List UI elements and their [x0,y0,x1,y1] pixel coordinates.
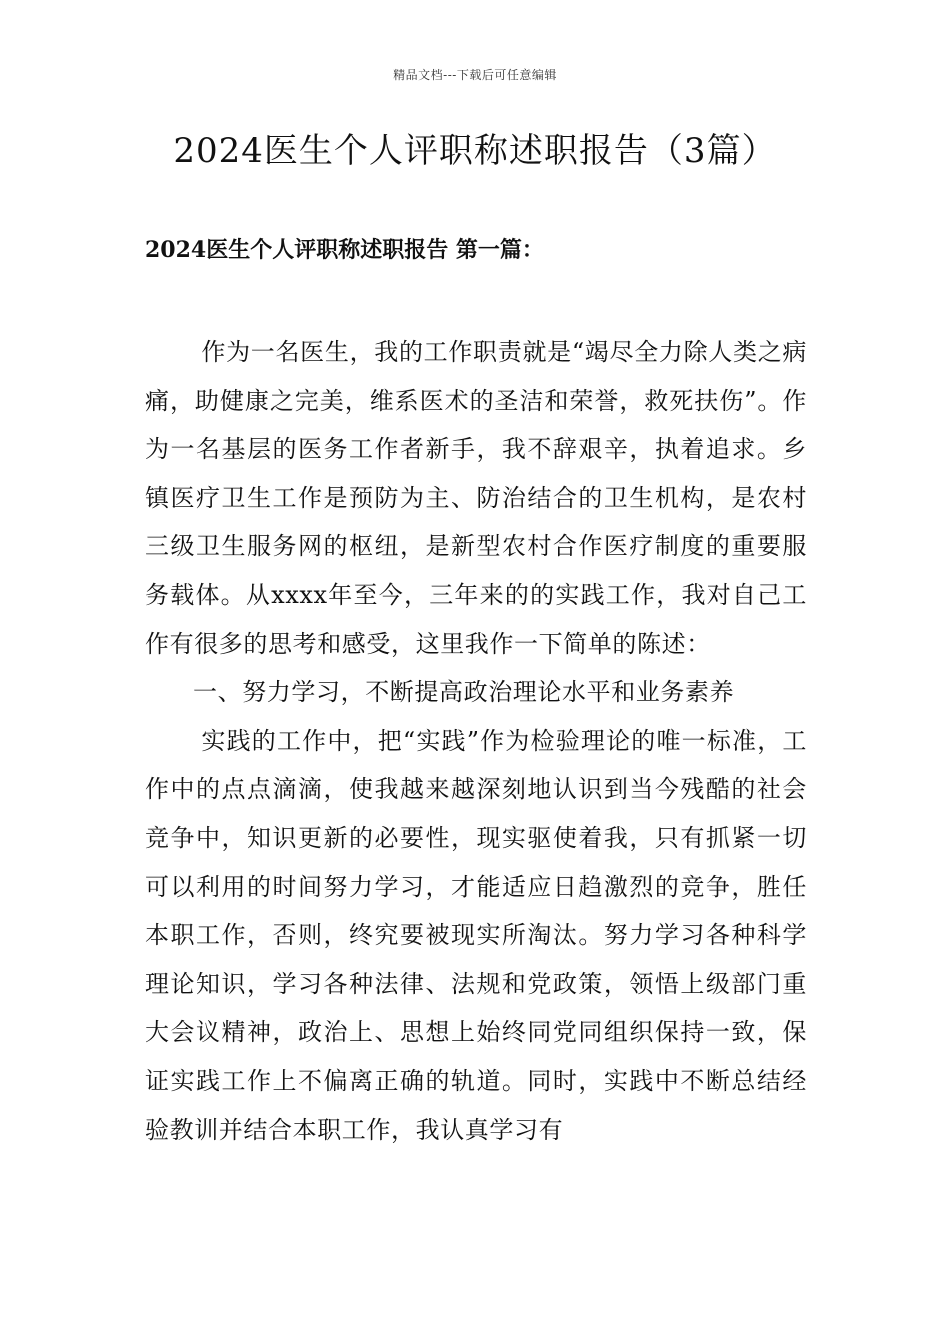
document-title: 2024医生个人评职称述职报告（3篇） [173,131,777,171]
header-note: 精品文档---下载后可任意编辑 [393,68,557,82]
section-heading: 2024医生个人评职称述职报告 第一篇： [145,237,544,263]
subsection-heading: 一、努力学习，不断提高政治理论水平和业务素养 [193,678,735,707]
document-body [145,328,807,1154]
paragraph-intro: 作为一名医生，我的工作职责就是“竭尽全力除人类之病痛，助健康之完美，维系医术的圣洁和荣誉，救死扶伤”。作为一名基层的医务工作者新手，我不辞艰辛，执着追求。乡镇医疗卫生工作是预防为主、防治结合的卫生机构，是农村三级卫生服务网的枢纽，是新型农村合作医疗制度的重要服务载体。从xxxx年至今，三年来的的实践工作，我对自己工作有很多的思考和感受，这里我作一下简单的陈述： [145,338,807,658]
paragraph-study: 实践的工作中，把“实践”作为检验理论的唯一标准，工作中的点点滴滴，使我越来越深刻地认识到当今残酷的社会竞争中，知识更新的必要性，现实驱使着我，只有抓紧一切可以利用的时间努力学习，才能适应日趋激烈的竞争，胜任本职工作，否则，终究要被现实所淘汰。努力学习各种科学理论知识，学习各种法律、法规和党政策，领悟上级部门重大会议精神，政治上、思想上始终同党同组织保持一致，保证实践工作上不偏离正确的轨道。同时，实践中不断总结经验教训并结合本职工作，我认真学习有 [145,726,807,1144]
